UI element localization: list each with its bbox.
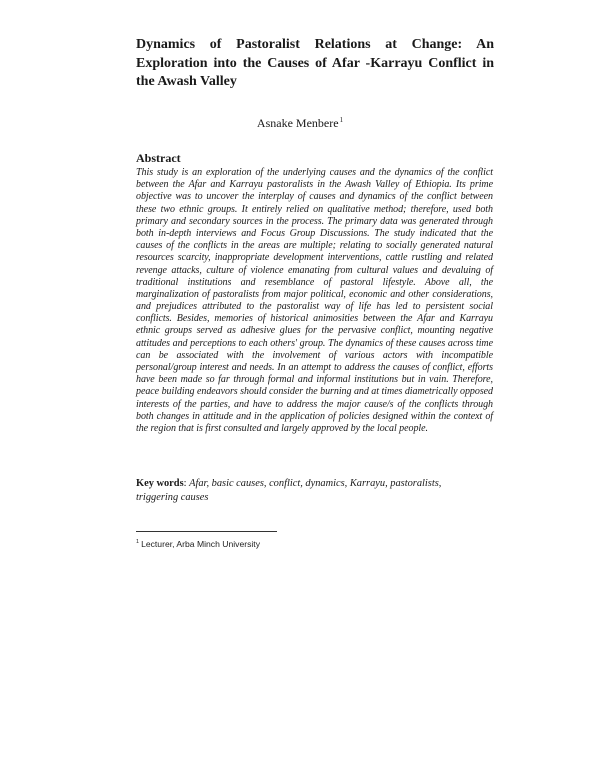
paper-title: Dynamics of Pastoralist Relations at Change: An Exploration into the Causes of Afar -Karrayu Conflict in the Awash Valley	[136, 37, 494, 89]
keywords-label: Key words	[136, 478, 184, 489]
footnote-divider	[136, 531, 277, 532]
keywords-separator: :	[183, 478, 190, 489]
keywords-section	[136, 477, 466, 504]
author-footnote-marker: 1	[339, 116, 344, 124]
author-line	[0, 113, 600, 130]
footnote	[136, 536, 260, 550]
keywords-list: Afar, basic causes, conflict, dynamics, Karrayu, pastoralists, triggering causes	[136, 478, 442, 503]
footnote-text: Lecturer, Arba Minch University	[141, 539, 260, 549]
abstract-heading: Abstract	[136, 151, 181, 165]
abstract-text: This study is an exploration of the underlying causes and the dynamics of the conflict between the Afar and Karrayu pastoralists in the Awash Valley of Ethiopia. Its prime objective was to uncover the interplay of causes and dynamics of the conflict between these two ethnic groups. It entirely relied on qualitative method; therefore, used both primary and secondary sources in the process. The primary data was generated through both in-depth interviews and Focus Group Discussions. The study indicated that the causes of the conflicts in the areas are multiple; relating to socially generated natural resources scarcity, inappropriate development interventions, cattle rustling and related revenge attacks, culture of violence emanating from cultural values and devaluing of traditional institutions and resemblance of pastoral lifestyle. Above all, the marginalization of pastoralists from major political, economic and other considerations, and prejudices attributed to the pastoralist way of life has led to persistent social conflicts. Besides, memories of historical animosities between the Afar and Karrayu ethnic groups served as adhesive glues for the pervasive conflict, mounting negative attitudes and perceptions to each others' group. The dynamics of these causes across time can be associated with the involvement of various actors with incompatible personal/group interest and needs. In an attempt to address the causes of conflict, efforts have been made so far through formal and informal institutions but in vain. Therefore, peace building endeavors should consider the burning and at times diametrically opposed interests of the parties, and have to address the major cause/s of the conflicts through both changes in attitude and in the application of policies designed within the context of the region that is first consulted and largely approved by the local people.	[136, 167, 493, 434]
author-name: Asnake Menbere	[256, 116, 339, 130]
footnote-marker: 1	[136, 539, 140, 545]
